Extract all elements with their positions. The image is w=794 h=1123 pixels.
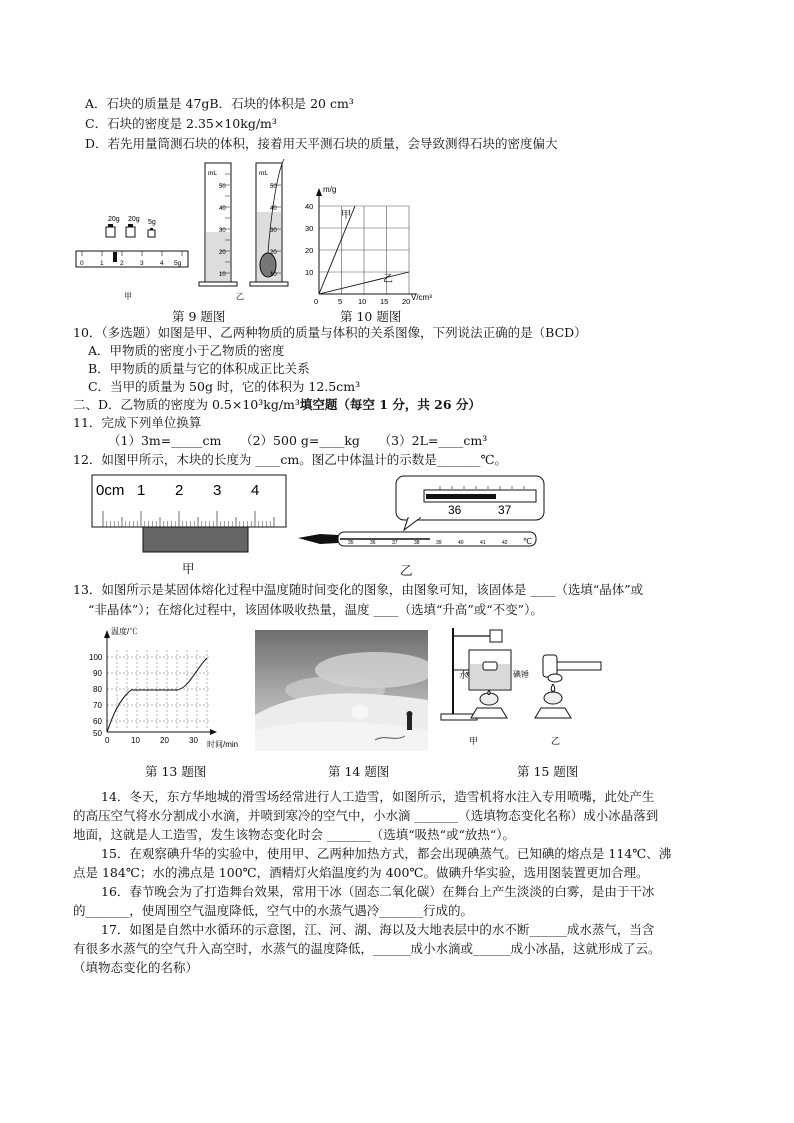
fig9-label-jia: 甲 <box>124 292 132 301</box>
q17-line: 17．如图是自然中水循环的示意图，江、河、湖、海以及大地表层中的水不断______成水蒸气，当含 <box>101 922 655 937</box>
line-jia-label: 甲 <box>341 210 351 221</box>
line-yi-label: 乙 <box>383 274 393 285</box>
ruler-tick: 1 <box>100 260 104 267</box>
thermo-tick: 38 <box>414 540 420 546</box>
alcohol-lamp-icon <box>471 690 507 718</box>
ruler-tick: 2 <box>120 260 124 267</box>
y-tick: 90 <box>93 669 102 678</box>
zoom-tick: 36 <box>448 503 462 517</box>
y-tick: 100 <box>89 653 103 662</box>
q17-line: 有很多水蒸气的空气升入高空时，水蒸气的温度降低，______成小水滴或______成小冰晶，这就形成了云。 <box>73 941 661 956</box>
fig15-label-yi: 乙 <box>551 736 561 746</box>
label-water: 水 <box>459 670 469 680</box>
thermo-tick: 37 <box>392 540 398 546</box>
x-tick: 0 <box>105 736 110 745</box>
q13-line1: 13．如图所示是某固体熔化过程中温度随时间变化的图象，由图象可知，该固体是 ____（选填“晶体”或 <box>73 582 644 597</box>
q15-line: 点是 184℃；水的沸点是 100℃，酒精灯火焰温度约为 400℃。做碘升华实验，选用图装置更加合理。 <box>73 865 649 880</box>
y-axis-label: m/g <box>323 185 337 194</box>
q10-stem: 10．（多选题）如图是甲、乙两种物质的质量与体积的关系图像，下列说法正确的是（BCD） <box>73 325 587 340</box>
ruler-label: 2 <box>175 482 184 499</box>
q14-line: 的高压空气将水分割成小水滴，并喷到寒冷的空气中，小水滴 _______（选填物态变化名称）成小冰晶落到 <box>73 808 659 823</box>
x-axis-label: 时间/min <box>207 740 239 749</box>
cyl-tick: 20 <box>270 250 277 256</box>
q10-option-d: 二、D．乙物质的密度为 0.5×10³kg/m³ <box>73 397 300 412</box>
ruler-label: 1 <box>137 482 146 499</box>
cyl-tick: 40 <box>270 206 277 212</box>
cyl-tick: 30 <box>270 228 277 234</box>
cyl-unit: mL <box>208 170 218 177</box>
x-tick: 30 <box>189 736 198 745</box>
balance-ruler <box>76 251 188 267</box>
iodine-tube-icon <box>543 655 601 682</box>
figure-12-thermometer <box>290 472 550 552</box>
thermo-unit: ℃ <box>523 537 532 546</box>
figure-9 <box>70 155 295 305</box>
y-tick: 80 <box>93 685 102 694</box>
x-tick: 5 <box>338 297 343 306</box>
cyl-unit: mL <box>259 170 269 177</box>
fig15-label-jia: 甲 <box>469 736 479 746</box>
person-icon <box>407 716 412 730</box>
cyl-tick: 10 <box>219 272 226 278</box>
x-axis-label: V/cm³ <box>411 293 432 302</box>
q12-stem: 12．如图甲所示，木块的长度为 ____cm。图乙中体温计的示数是_______℃。 <box>73 452 507 467</box>
y-tick: 40 <box>305 202 314 211</box>
q11-items: （1）3m=_____cm （2）500 g=____kg （3）2L=____cm³ <box>108 433 488 448</box>
beaker-iodine-icon <box>469 650 511 690</box>
q9-option-d: D．若先用量筒测石块的体积，接着用天平测石块的质量，会导致测得石块的密度偏大 <box>85 136 558 151</box>
cyl-tick: 20 <box>219 250 226 256</box>
q14-line: 地面，这就是人工造雪，发生该物态变化时会 _______（选填“吸热“或“放热“）。 <box>73 827 516 842</box>
q9-option-a: A．石块的质量是 47gB．石块的体积是 20 cm³ <box>85 96 354 111</box>
fig15-caption: 第 15 题图 <box>517 764 579 779</box>
cyl-tick: 40 <box>219 206 226 212</box>
fig13-caption: 第 13 题图 <box>145 764 207 779</box>
weight-label: 20g <box>108 216 120 223</box>
figure-12-ruler <box>90 473 290 559</box>
y-tick: 10 <box>305 268 314 277</box>
fig9-caption: 第 9 题图 <box>172 309 226 324</box>
cyl-tick: 30 <box>219 228 226 234</box>
section-title: 填空题（每空 1 分，共 26 分） <box>299 397 481 412</box>
ruler-tick: 3 <box>140 260 144 267</box>
ruler-label: 3 <box>213 482 222 499</box>
x-tick: 0 <box>314 297 319 306</box>
thermo-tick: 41 <box>480 540 486 546</box>
ruler-label: 4 <box>251 482 260 499</box>
weight-label: 5g <box>148 219 156 226</box>
thermo-tick: 42 <box>502 540 508 546</box>
y-tick: 60 <box>93 717 102 726</box>
label-iodine-tube: 碘锤 <box>513 670 529 679</box>
figure-15-apparatus <box>435 622 605 750</box>
fig9-label-yi: 乙 <box>236 292 244 301</box>
fig12-label-jia: 甲 <box>182 561 195 576</box>
q16-line: 的_______，使周围空气温度降低，空气中的水蒸气遇冷_______行成的。 <box>73 903 474 918</box>
x-tick: 20 <box>402 297 411 306</box>
q10-option-b: B．甲物质的质量与它的体积成正比关系 <box>88 361 310 376</box>
thermo-tick: 40 <box>458 540 464 546</box>
fig12-label-yi: 乙 <box>400 563 413 578</box>
y-tick: 20 <box>305 246 314 255</box>
alcohol-lamp-2-icon <box>535 684 571 718</box>
cyl-tick: 10 <box>270 272 277 278</box>
figure-14-snow-photo <box>255 630 428 751</box>
fig10-caption: 第 10 题图 <box>340 309 402 324</box>
q9-option-c: C．石块的密度是 2.35×10kg/m³ <box>85 116 277 131</box>
q10-option-d-line <box>73 397 481 413</box>
ruler-tick: 5g <box>174 260 182 267</box>
q10-option-c: C．当甲的质量为 50g 时，它的体积为 12.5cm³ <box>88 379 361 394</box>
figure-13-graph <box>85 620 255 750</box>
x-tick: 10 <box>131 736 140 745</box>
measuring-cylinder-icon <box>199 163 237 286</box>
cyl-tick: 50 <box>219 184 226 190</box>
q14-line: 14．冬天，东方华地城的滑雪场经常进行人工造雪，如图所示，造雪机将水注入专用喷嘴，此处产生 <box>101 789 655 804</box>
q15-line: 15．在观察碘升华的实验中，使用甲、乙两种加热方式，都会出现碘蒸气。已知碘的熔点是 114℃、沸 <box>101 846 672 861</box>
ruler-tick: 0 <box>80 260 84 267</box>
wood-block <box>143 527 248 552</box>
y-axis-label: 温度/℃ <box>111 627 138 636</box>
measuring-cylinder-stone-icon <box>250 159 288 286</box>
y-tick: 30 <box>305 224 314 233</box>
x-tick: 15 <box>380 297 389 306</box>
thermometer-zoom-callout <box>396 476 544 530</box>
q11-stem: 11．完成下列单位换算 <box>73 415 202 430</box>
zoom-tick: 37 <box>498 503 512 517</box>
q17-line: （填物态变化的名称） <box>73 960 199 975</box>
cyl-tick: 50 <box>270 184 277 190</box>
ruler-tick: 4 <box>160 260 164 267</box>
x-tick: 10 <box>358 297 367 306</box>
figure-10-graph <box>305 178 450 306</box>
q13-line2: “非晶体”）；在熔化过程中，该固体吸收热量，温度 ____（选填“升高”或“不变”）。 <box>88 602 543 617</box>
thermo-tick: 35 <box>348 540 354 546</box>
weight-label: 20g <box>128 216 140 223</box>
q10-option-a: A．甲物质的密度小于乙物质的密度 <box>88 343 285 358</box>
y-tick: 50 <box>93 729 102 738</box>
x-tick: 20 <box>160 736 169 745</box>
fig14-caption: 第 14 题图 <box>328 764 390 779</box>
ruler-label: 0cm <box>96 482 125 499</box>
y-tick: 70 <box>93 701 102 710</box>
q16-line: 16．春节晚会为了打造舞台效果，常用干冰（固态二氧化碳）在舞台上产生淡淡的白雾，是由于干冰 <box>101 884 655 899</box>
thermo-tick: 36 <box>370 540 376 546</box>
thermo-tick: 39 <box>436 540 442 546</box>
